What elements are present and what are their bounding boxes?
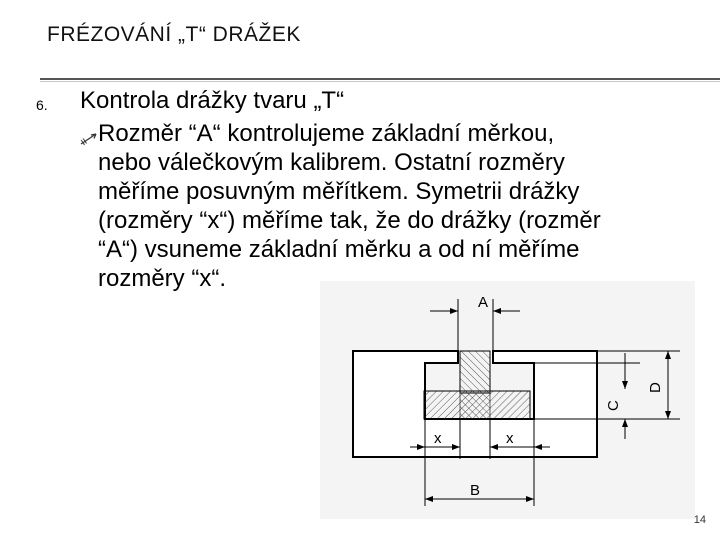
dim-c-arrow-top <box>622 381 628 389</box>
dim-a-arrow-right <box>493 308 501 314</box>
dim-a-arrow-left <box>450 308 458 314</box>
title-divider-shadow <box>40 81 720 82</box>
dim-x-left-label: x <box>434 430 442 447</box>
bullet-line: měříme posuvným měřítkem. Symetrii drážky <box>98 178 580 205</box>
bullet-line: (rozměry “x“) měříme tak, že do drážky (rozměr <box>98 207 601 234</box>
dim-c-label: C <box>605 400 622 411</box>
gauge-block-stem <box>460 351 490 393</box>
dim-d-arrow-bottom <box>665 411 671 419</box>
t-slot-diagram <box>320 281 695 519</box>
dim-x-right-label: x <box>506 430 514 447</box>
bullet-line: nebo válečkovým kalibrem. Ostatní rozměry <box>98 149 565 176</box>
page-number: 14 <box>693 514 706 526</box>
dim-b-arrow-right <box>526 496 534 502</box>
title-divider <box>40 78 720 80</box>
bullet-text <box>98 119 703 293</box>
bullet-line: Rozměr “A“ kontrolujeme základní měrkou, <box>98 120 555 147</box>
dim-b-label: B <box>470 482 481 499</box>
slide-title: FRÉZOVÁNÍ „T“ DRÁŽEK <box>47 23 301 46</box>
gauge-block-overlap <box>460 391 490 419</box>
dim-c-arrow-bottom <box>622 419 628 427</box>
feather-arrow-icon <box>80 132 98 146</box>
bullet-line: rozměry “x“. <box>98 265 226 292</box>
bullet-line: “A“) vsuneme základní měrku a od ní měříme <box>98 236 580 263</box>
t-slot-drawing <box>320 281 695 519</box>
item-number: 6. <box>36 97 48 113</box>
item-heading: Kontrola drážky tvaru „T“ <box>80 87 345 114</box>
dim-d-arrow-top <box>665 351 671 359</box>
dim-a-label: A <box>478 294 489 311</box>
dim-d-label: D <box>647 382 664 393</box>
dim-b-arrow-left <box>425 496 433 502</box>
